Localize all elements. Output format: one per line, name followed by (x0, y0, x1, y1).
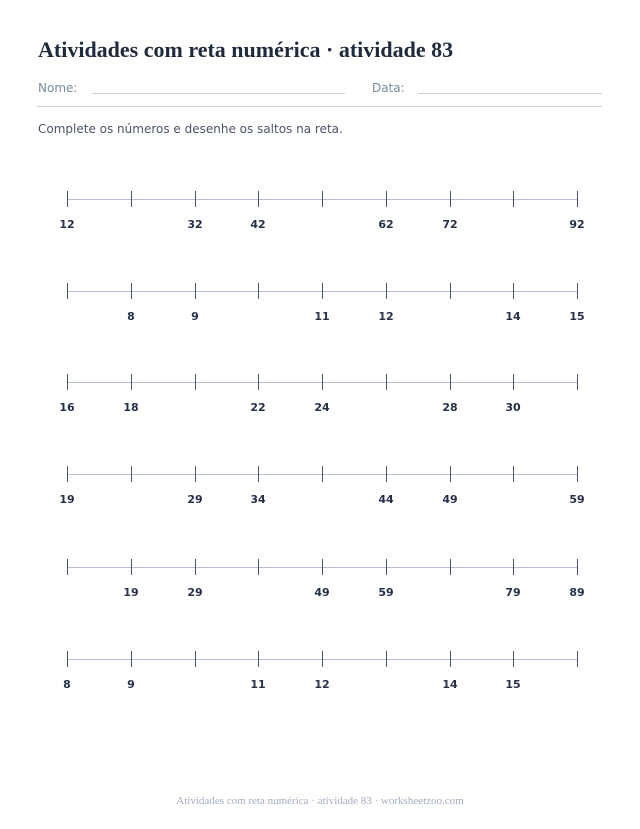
number-line-tick (577, 191, 578, 207)
tick-label: 15 (569, 310, 585, 323)
tick-label: 12 (314, 678, 330, 691)
number-line-tick (386, 651, 387, 667)
number-line-tick (386, 191, 387, 207)
number-line-tick (577, 559, 578, 575)
number-line-tick (67, 651, 68, 667)
tick-label: 30 (505, 401, 521, 414)
number-line-tick (322, 559, 323, 575)
number-line-tick (450, 191, 451, 207)
number-line-tick (195, 283, 196, 299)
number-line-tick (322, 374, 323, 390)
number-line-tick (258, 191, 259, 207)
number-line-tick (67, 283, 68, 299)
number-line-tick (513, 191, 514, 207)
number-line-tick (386, 559, 387, 575)
number-line-tick (322, 191, 323, 207)
name-label: Nome: (38, 81, 78, 95)
tick-label: 9 (191, 310, 199, 323)
number-line-tick (131, 559, 132, 575)
number-line-tick (577, 283, 578, 299)
number-line-tick (450, 374, 451, 390)
tick-label: 34 (250, 493, 266, 506)
tick-label: 92 (569, 218, 585, 231)
footer: Atividades com reta numérica · atividade 83 · worksheetzoo.com (176, 795, 464, 807)
tick-label: 11 (250, 678, 266, 691)
number-line-tick (513, 283, 514, 299)
number-line (0, 474, 640, 524)
tick-label: 12 (59, 218, 75, 231)
tick-label: 22 (250, 401, 266, 414)
tick-label: 8 (127, 310, 135, 323)
number-line-tick (258, 374, 259, 390)
number-line-tick (131, 651, 132, 667)
number-line-tick (450, 651, 451, 667)
number-line-tick (322, 651, 323, 667)
tick-label: 11 (314, 310, 330, 323)
date-field[interactable] (418, 93, 602, 94)
tick-label: 42 (250, 218, 266, 231)
number-line (0, 382, 640, 432)
number-line-tick (195, 651, 196, 667)
date-label: Data: (372, 81, 405, 95)
number-line-tick (577, 466, 578, 482)
number-line-tick (131, 374, 132, 390)
number-line-tick (258, 559, 259, 575)
tick-label: 59 (378, 586, 394, 599)
number-line-tick (131, 283, 132, 299)
number-line-tick (258, 466, 259, 482)
number-line-tick (577, 374, 578, 390)
number-line-tick (67, 559, 68, 575)
number-line-tick (513, 651, 514, 667)
number-line-tick (513, 559, 514, 575)
number-line-tick (131, 191, 132, 207)
tick-label: 12 (378, 310, 394, 323)
number-line-tick (67, 466, 68, 482)
number-line-tick (386, 466, 387, 482)
number-line-tick (577, 651, 578, 667)
number-line-tick (131, 466, 132, 482)
tick-label: 72 (442, 218, 458, 231)
instructions: Complete os números e desenhe os saltos na reta. (38, 122, 343, 136)
tick-label: 29 (187, 586, 203, 599)
tick-label: 59 (569, 493, 585, 506)
tick-label: 28 (442, 401, 458, 414)
number-line-tick (513, 374, 514, 390)
number-line-tick (195, 466, 196, 482)
number-line-tick (450, 466, 451, 482)
tick-label: 79 (505, 586, 521, 599)
number-line-tick (258, 651, 259, 667)
number-line-tick (450, 559, 451, 575)
tick-label: 44 (378, 493, 394, 506)
number-line-tick (195, 559, 196, 575)
number-line-tick (67, 374, 68, 390)
number-line-tick (195, 374, 196, 390)
number-line (0, 659, 640, 709)
tick-label: 16 (59, 401, 75, 414)
tick-label: 18 (123, 401, 139, 414)
header-divider (37, 106, 602, 107)
name-field[interactable] (92, 93, 345, 94)
tick-label: 9 (127, 678, 135, 691)
tick-label: 15 (505, 678, 521, 691)
number-line-tick (386, 374, 387, 390)
number-line-tick (513, 466, 514, 482)
number-line (0, 567, 640, 617)
tick-label: 19 (123, 586, 139, 599)
tick-label: 19 (59, 493, 75, 506)
tick-label: 8 (63, 678, 71, 691)
tick-label: 14 (505, 310, 521, 323)
number-line (0, 291, 640, 341)
number-line-tick (322, 283, 323, 299)
tick-label: 24 (314, 401, 330, 414)
number-line-tick (67, 191, 68, 207)
tick-label: 49 (442, 493, 458, 506)
page-title: Atividades com reta numérica · atividade 83 (38, 37, 454, 62)
number-line (0, 199, 640, 249)
tick-label: 62 (378, 218, 394, 231)
tick-label: 49 (314, 586, 330, 599)
tick-label: 89 (569, 586, 585, 599)
number-line-tick (322, 466, 323, 482)
number-line-tick (450, 283, 451, 299)
number-line-tick (195, 191, 196, 207)
tick-label: 14 (442, 678, 458, 691)
number-line-tick (258, 283, 259, 299)
number-line-tick (386, 283, 387, 299)
tick-label: 32 (187, 218, 203, 231)
tick-label: 29 (187, 493, 203, 506)
